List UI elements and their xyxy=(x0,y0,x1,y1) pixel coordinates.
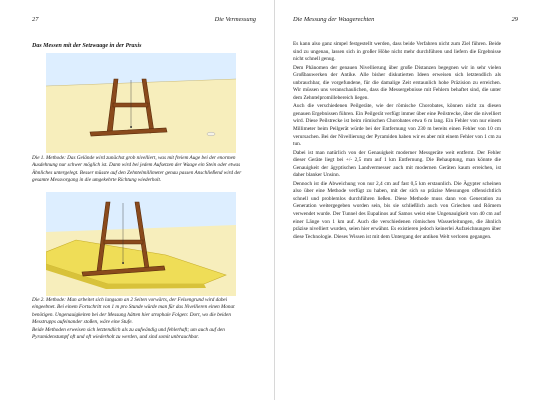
body-text xyxy=(293,41,501,242)
setzwaage-ridge-illustration xyxy=(46,192,236,296)
right-running-head: Die Messung der Waagerechten xyxy=(293,16,375,23)
methods-conclusion-text: Beide Methoden erweisen sich letztendlich als zu aufwändig und fehlerhaft; um auch auf den Pyramidenstumpf oft und oft wiederholt zu werden, und sind somit unbrauchbar. xyxy=(32,326,225,341)
right-page-number: 29 xyxy=(511,16,518,23)
right-page xyxy=(275,0,550,400)
figure-setzwaage-flat xyxy=(46,53,236,153)
paragraph: Es kann also ganz simpel festgestellt werden, dass beide Verfahren nicht zum Ziel führen. Beide sind zu ungenau, lassen sich in großer Höhe nicht mehr durchführen und liefern die Ergebnisse nicht schnell genug. xyxy=(293,41,501,63)
left-page-number: 27 xyxy=(32,16,39,23)
paragraph: Dennoch ist die Abweichung von nur 2,4 cm auf fast 0,5 km erstaunlich. Die Ägypter scheinen also über eine Methode verfügt zu haben, mit der sich so präzise Messungen offensichtlich schnell und problemlos durchführen ließen. Diese Methode muss dann von Generation zu Generation weitergegeben worden sein, bis sie schließlich auch von Griechen und Römern verwendet wurde. Der Tunnel des Eupalinos auf Samos weist eine Ungenauigkeit von 40 cm auf einer Länge von 1 km auf. Auch die verschiedenen römischen Wasserleitungen, die ähnlich präzise nivelliert wurden, seien hier erwähnt. Es existieren jedoch keinerlei Aufzeichnungen über diese Technologie. Dieses Wissen ist mit dem Untergang der antiken Welt verloren gegangen. xyxy=(293,180,501,240)
paragraph: Dabei ist man natürlich von der Genauigkeit moderner Messgeräte weit entfernt. Der Fehler dieser Geräte liegt bei +/- 2,5 mm auf 1 km Entfernung. Die Behauptung, man könnte die Genauigkeit der ägyptischen Landvermesser auch mit modernen Geräten kaum erreichen, ist daher blanker Unsinn. xyxy=(293,149,501,179)
figure-1-caption: Die 1. Methode: Das Gelände wird zunächst grob nivelliert, was mit freiem Auge bei der enormen Ausdehnung nur schwer möglich ist. Dann wird bei jedem Aufsetzen der Waage ein Stein oder etwas Ähnliches untergelegt. Besser müsste auf den Zehntelmillimeter genau passen Anschließend wird der gesamte Messvorgang in die umgekehrte Richtung wiederholt. xyxy=(32,155,242,184)
left-running-head: Die Vermessung xyxy=(214,16,256,23)
figure-2-caption-text: Die 2. Methode: Man arbeitet sich langsam an 2 Seiten vorwärts, der Felsengrund wird dabei eingeebnet. Bei einem Fortschritt von 1 m pro Stunde würde man für das Nivellieren einen Monat benötigen. Ungenauigkeiten bei der Messung hätten hier strophale Folgen: Dort, wo die beiden Messtrupps aufeinander stoßen, wäre eine Stufe. xyxy=(32,297,235,326)
setzwaage-flat-illustration xyxy=(46,53,236,153)
section-title: Das Messen mit der Setzwaage in der Praxis xyxy=(32,43,142,49)
figure-2-caption xyxy=(32,297,252,341)
paragraph: Dem Phänomen der genauen Nivellierung über große Distanzen begegnen wir in sehr vielen Großbauwerken der Antike. Alle bisher diskutierten Ideen erweisen sich letztendlich als unbrauchbar, die vorgefundene, für die damalige Zeit erstaunlich hohe Präzision zu erreichen. Wir müssen uns veranschaulichen, dass die Messergebnisse mit Fehlern behaftet sind, die unter dem Zehntelpromillebereich liegen. xyxy=(293,64,501,101)
paragraph: Auch die verschiedenen Peilgeräte, wie der römische Chorobates, können nicht zu diesen genauen Ergebnissen führen. Ein Peilgerät verfügt immer über eine Peilstrecke, über die nivelliert wird. Diese Peilstrecke ist beim römischen Chorobates etwa 6 m lang. Ein Fehler von nur einem Millimeter beim Peilgerät würde bei der Entfernung von 230 m bereits einen Fehler von 10 cm verursachen. Bei der Nivellierung der Pyramiden haben wir es aber mit einem Fehler von 1 cm zu tun. xyxy=(293,103,501,148)
figure-setzwaage-ridge xyxy=(46,192,236,296)
